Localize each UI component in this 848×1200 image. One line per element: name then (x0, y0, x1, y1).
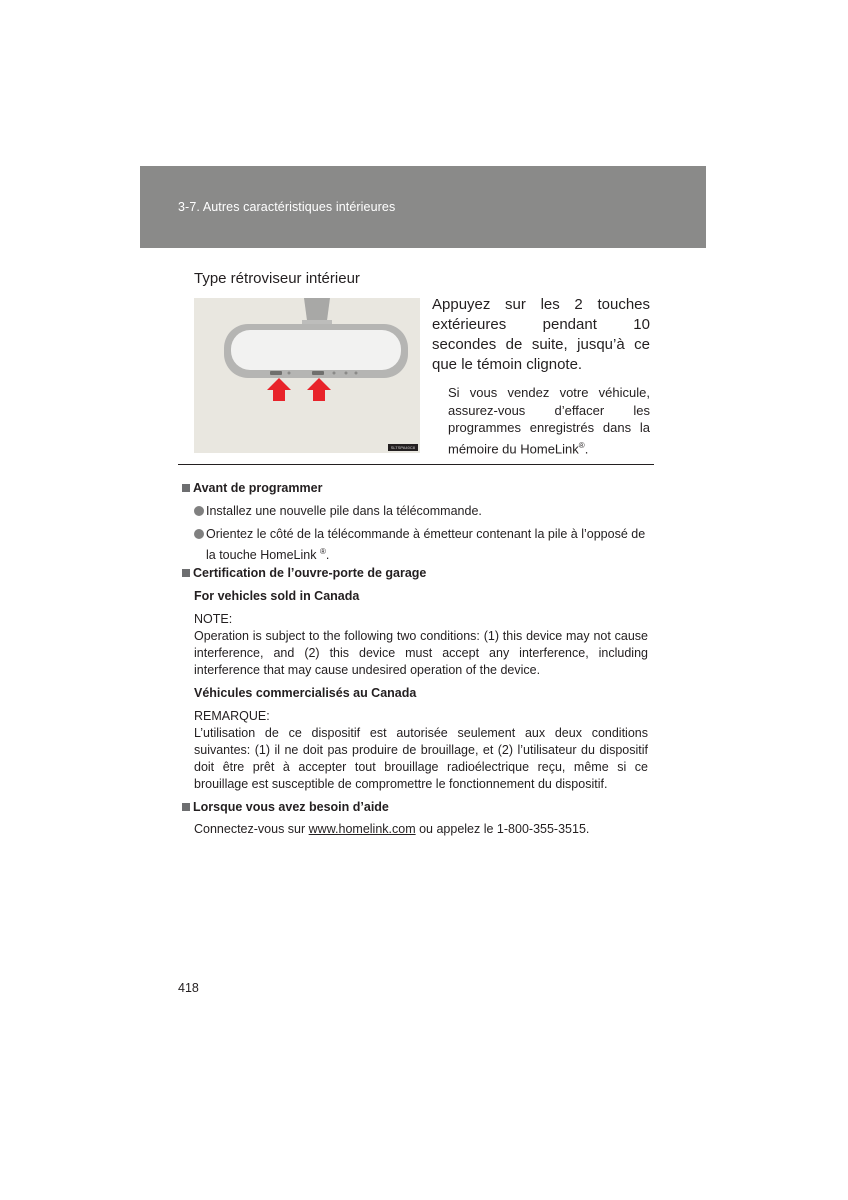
help-text-start: Connectez-vous sur (194, 822, 309, 836)
list-item-text: Installez une nouvelle pile dans la télécommande. (206, 504, 482, 518)
heading-certification-text: Certification de l’ouvre-porte de garage (193, 566, 427, 580)
mirror-button-right (312, 371, 324, 375)
list-item-text (206, 526, 652, 564)
square-bullet-icon (182, 803, 190, 811)
photo-code: SLTSPA40C8 (388, 444, 418, 451)
note-text: Operation is subject to the following two conditions: (1) this device may not cause interference, and (2) this device must accept any interference, including interference that may cause undesired operation of the device. (194, 629, 648, 677)
side-note-end: . (584, 440, 589, 456)
square-bullet-icon (182, 569, 190, 577)
homelink-link[interactable]: www.homelink.com (308, 822, 416, 836)
subtitle-canada-fr: Véhicules commercialisés au Canada (194, 686, 417, 700)
subtitle-canada-en: For vehicles sold in Canada (194, 589, 360, 603)
header-band (140, 166, 706, 248)
side-note (448, 384, 650, 457)
heading-help (182, 800, 389, 814)
help-text-end: ou appelez le 1-800-355-3515. (415, 822, 590, 836)
list-item (194, 526, 652, 564)
section-title: Type rétroviseur intérieur (194, 270, 360, 287)
heading-before-programming-text: Avant de programmer (193, 481, 323, 495)
remark-label: REMARQUE: (194, 709, 270, 723)
section-divider (178, 464, 654, 465)
note-label: NOTE: (194, 612, 233, 626)
list-item (194, 503, 652, 520)
square-bullet-icon (182, 484, 190, 492)
heading-certification (182, 566, 426, 580)
list-item-main: Orientez le côté de la télécommande à émetteur contenant la pile à l’opposé de la touche HomeLink (206, 527, 646, 563)
list-item-end: . (325, 548, 330, 563)
header-title: 3-7. Autres caractéristiques intérieures (178, 200, 396, 214)
round-bullet-icon (194, 529, 204, 539)
help-text (194, 822, 589, 836)
heading-help-text: Lorsque vous avez besoin d’aide (193, 800, 389, 814)
registered-mark: ® (319, 547, 326, 556)
mirror-illustration (194, 298, 420, 453)
page-number: 418 (178, 981, 199, 995)
heading-before-programming (182, 481, 322, 495)
mirror-glass (231, 330, 401, 370)
mirror-button-left (270, 371, 282, 375)
side-note-text: Si vous vendez votre véhicule, assurez-vous d’effacer les programmes enregistrés dans la mémoire du HomeLink (448, 385, 650, 456)
remark-text: L’utilisation de ce dispositif est autorisée seulement aux deux conditions suivantes: (1) il ne doit pas produire de brouillage, et (2) l’utilisateur du dispositif doit être prêt à accepter tout brouillage radioélectrique reçu, même si ce brouillage est susceptible de compromettre le fonctionnement du dispositif. (194, 726, 648, 791)
main-instruction: Appuyez sur les 2 touches extérieures pendant 10 secondes de suite, jusqu’à ce que le témoin clignote. (432, 296, 650, 373)
registered-mark: ® (578, 440, 585, 450)
round-bullet-icon (194, 506, 204, 516)
mirror-photo (194, 298, 420, 453)
